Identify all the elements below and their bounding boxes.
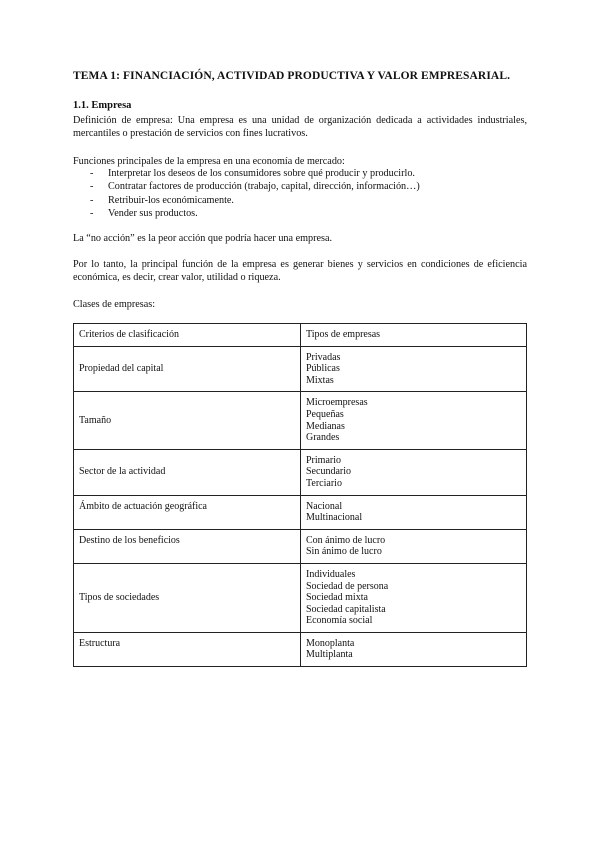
list-item: - Interpretar los deseos de los consumidores sobre qué producir y producirlo. bbox=[73, 167, 420, 180]
type-item: Economía social bbox=[306, 615, 373, 627]
types-cell bbox=[301, 529, 527, 563]
definition-text: Una empresa es una unidad de organización dedicada a actividades industriales, mercantiles o prestación de servicios con fines lucrativos. bbox=[73, 115, 528, 140]
type-item: Mixtas bbox=[306, 374, 334, 386]
type-item: Monoplanta bbox=[306, 637, 355, 649]
criterion-cell: Tamaño bbox=[74, 392, 301, 449]
type-item: Sociedad capitalista bbox=[306, 603, 386, 615]
type-item: Sin ánimo de lucro bbox=[306, 546, 382, 558]
table-row bbox=[74, 495, 527, 529]
type-item: Microempresas bbox=[306, 397, 368, 409]
type-item: Medianas bbox=[306, 420, 345, 432]
list-item: - Retribuir-los económicamente. bbox=[73, 194, 420, 207]
type-item: Con ánimo de lucro bbox=[306, 534, 386, 546]
table-header-row bbox=[74, 324, 527, 347]
functions-list bbox=[73, 167, 420, 221]
list-item: - Vender sus productos. bbox=[73, 207, 420, 220]
section-heading: 1.1. Empresa bbox=[73, 100, 132, 111]
no-accion-paragraph: La “no acción” es la peor acción que podría hacer una empresa. bbox=[73, 233, 333, 244]
type-item: Primario bbox=[306, 454, 341, 466]
table-row bbox=[74, 449, 527, 495]
classification-table bbox=[73, 323, 527, 667]
table-row bbox=[74, 563, 527, 632]
type-item: Nacional bbox=[306, 500, 343, 512]
types-cell bbox=[301, 346, 527, 392]
criterion-cell: Tipos de sociedades bbox=[74, 563, 301, 632]
type-item: Públicas bbox=[306, 363, 340, 375]
type-item: Privadas bbox=[306, 351, 341, 363]
conclusion-paragraph: Por lo tanto, la principal función de la empresa es generar bienes y servicios en condiciones de eficiencia económica, es decir, crear valor, utilidad o riqueza. bbox=[73, 259, 527, 284]
types-cell bbox=[301, 632, 527, 666]
types-cell bbox=[301, 563, 527, 632]
definition-paragraph bbox=[73, 114, 527, 141]
table-row bbox=[74, 632, 527, 666]
type-item: Sociedad mixta bbox=[306, 592, 368, 604]
criterion-cell: Destino de los beneficios bbox=[74, 529, 301, 563]
functions-intro: Funciones principales de la empresa en una economía de mercado: bbox=[73, 156, 345, 167]
type-item: Terciario bbox=[306, 477, 342, 489]
type-item: Secundario bbox=[306, 466, 351, 478]
table-row bbox=[74, 529, 527, 563]
header-cell: Tipos de empresas bbox=[301, 324, 527, 347]
type-item: Sociedad de persona bbox=[306, 580, 389, 592]
type-item: Individuales bbox=[306, 568, 356, 580]
criterion-cell: Ámbito de actuación geográfica bbox=[74, 495, 301, 529]
types-cell bbox=[301, 495, 527, 529]
types-cell bbox=[301, 392, 527, 449]
table-row bbox=[74, 392, 527, 449]
types-cell bbox=[301, 449, 527, 495]
document-title: TEMA 1: FINANCIACIÓN, ACTIVIDAD PRODUCTIVA Y VALOR EMPRESARIAL. bbox=[73, 70, 511, 82]
type-item: Multiplanta bbox=[306, 649, 353, 661]
criterion-cell: Estructura bbox=[74, 632, 301, 666]
criterion-cell: Sector de la actividad bbox=[74, 449, 301, 495]
definition-label: Definición de empresa: bbox=[73, 115, 173, 126]
criterion-cell: Propiedad del capital bbox=[74, 346, 301, 392]
type-item: Grandes bbox=[306, 432, 340, 444]
header-cell: Criterios de clasificación bbox=[74, 324, 301, 347]
table-row bbox=[74, 346, 527, 392]
list-item: - Contratar factores de producción (trabajo, capital, dirección, información…) bbox=[73, 180, 420, 193]
type-item: Pequeñas bbox=[306, 408, 344, 420]
type-item: Multinacional bbox=[306, 512, 363, 524]
classes-intro: Clases de empresas: bbox=[73, 299, 156, 310]
